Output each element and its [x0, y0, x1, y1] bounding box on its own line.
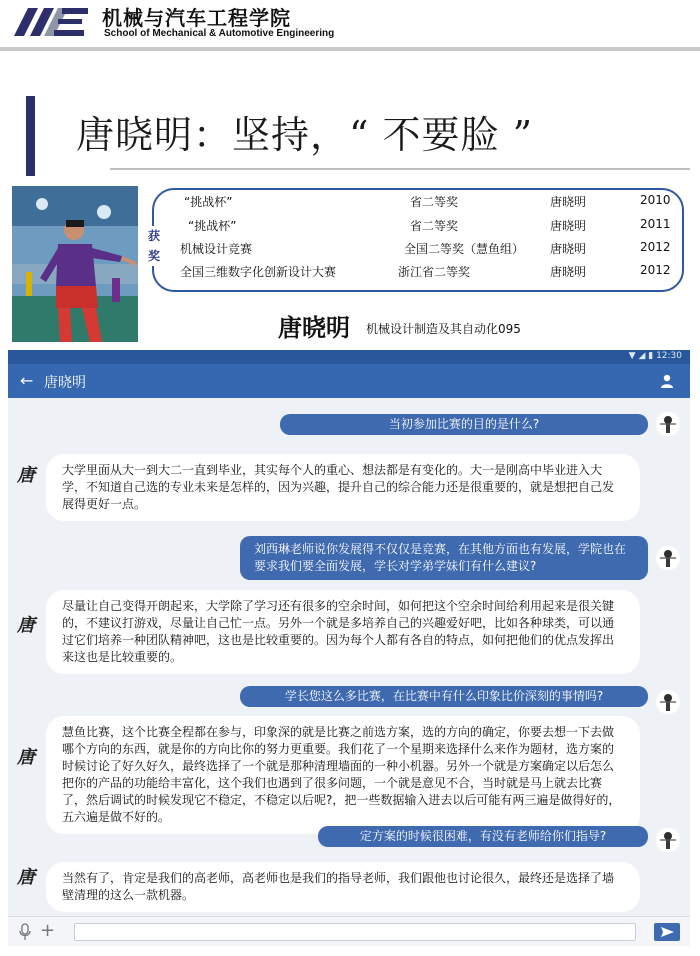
mic-icon[interactable] [18, 923, 32, 941]
title-divider [110, 168, 690, 170]
arrow-left-icon[interactable]: ← [20, 371, 34, 390]
contact-avatar: 唐 [17, 615, 35, 636]
message-input-bar [8, 916, 690, 946]
school-name-cn: 机械与汽车工程学院 [102, 6, 291, 30]
awards-label-char: 获 [147, 229, 160, 243]
awards-label-char: 奖 [147, 249, 160, 263]
send-icon [654, 923, 680, 941]
award-level: 浙江省二等奖 [398, 265, 471, 279]
status-icons: ▼ ◢ ▮ 12:30 [628, 351, 682, 361]
status-time: 12:30 [656, 351, 682, 361]
chat-bubble-incoming: 大学里面从大一到大二一直到毕业，其实每个人的重心、想法都是有变化的。大一是刚高中毕业进入大学，不知道自己选的专业未来是怎样的，因为兴趣，提升自己的综合能力还是很重要的，就是想把自己发展得更好一点。 [46, 454, 640, 521]
user-avatar-icon [656, 546, 680, 570]
award-name: 唐晓明 [550, 219, 587, 233]
award-year: 2012 [640, 263, 671, 277]
chat-bubble-outgoing: 刘西琳老师说你发展得不仅仅是竞赛，在其他方面也有发展，学院也在要求我们要全面发展，学长对学弟学妹们有什么建议? [240, 536, 648, 580]
user-avatar-icon [656, 412, 680, 436]
chat-bubble-outgoing: 学长您这么多比赛，在比赛中有什么印象比价深刻的事情吗? [240, 686, 648, 707]
person-name: 唐晓明 [278, 314, 350, 342]
title-accent-bar [26, 96, 35, 176]
article-title: 唐晓明：坚持，“ 不要脸 ” [76, 113, 534, 157]
person-icon[interactable] [660, 374, 674, 388]
award-year: 2011 [640, 217, 671, 231]
chat-app-bar [8, 364, 690, 398]
page-header [0, 0, 700, 48]
award-level: 省二等奖 [410, 219, 459, 233]
award-year: 2010 [640, 193, 671, 207]
school-name-en: School of Mechanical & Automotive Engineering [104, 28, 335, 39]
status-bar [8, 350, 690, 364]
chat-bubble-incoming: 慧鱼比赛，这个比赛全程都在参与，印象深的就是比赛之前选方案，选的方向的确定，你要去想一下去做哪个方向的东西，就是你的方向比你的努力更重要。我们花了一个星期来选择什么来作为题材，选方案的时候讨论了好久好久，最终选择了一个就是那种清理墙面的一种小机器。另外一个就是方案确定以后怎么把你的产品的功能给丰富化，这个我们也遇到了很多问题，一个就是意见不合，当时就是马上就去比赛了，然后调试的时候发现它不稳定，不稳定以后呢?，把一些数据输入进去以后可能有两三遍是做得好的，五六遍是做不好的。 [46, 716, 640, 834]
award-year: 2012 [640, 240, 671, 254]
message-input[interactable] [74, 923, 636, 941]
award-name: 唐晓明 [550, 265, 587, 279]
chat-bubble-incoming: 当然有了，肯定是我们的高老师，高老师也是我们的指导老师，我们跟他也讨论很久，最终还是选择了墙壁清理的这么一款机器。 [46, 862, 640, 912]
award-competition: 机械设计竞赛 [180, 242, 253, 256]
award-name: 唐晓明 [550, 242, 587, 256]
contact-avatar: 唐 [17, 867, 35, 888]
award-level: 全国二等奖（慧鱼组） [404, 242, 525, 256]
award-competition: “挑战杯” [188, 219, 237, 233]
chat-bubble-outgoing: 定方案的时候很困难，有没有老师给你们指导? [318, 826, 648, 847]
chat-bubble-outgoing: 当初参加比赛的目的是什么? [280, 414, 648, 435]
user-avatar-icon [656, 828, 680, 852]
college-logo [12, 4, 92, 38]
chat-app [8, 350, 690, 946]
award-competition: “挑战杯” [184, 195, 233, 209]
plus-icon[interactable]: + [40, 920, 56, 941]
contact-name: 唐晓明 [44, 375, 86, 391]
award-row [0, 263, 700, 283]
award-row [0, 217, 700, 237]
award-row [0, 240, 700, 260]
award-competition: 全国三维数字化创新设计大赛 [180, 265, 337, 279]
contact-avatar: 唐 [17, 465, 35, 486]
award-name: 唐晓明 [550, 195, 587, 209]
award-row [0, 193, 700, 213]
chat-bubble-incoming: 尽量让自己变得开朗起来，大学除了学习还有很多的空余时间，如何把这个空余时间给利用起来是很关键的，不建议打游戏，尽量让自己忙一点。另外一个就是多培养自己的兴趣爱好吧，比如各种球类，可以通过它们培养一种团队精神吧，这也是比较重要的。因为每个人都有各自的特点，如何把他们的优点发挥出来这也是比较重要的。 [46, 590, 640, 674]
person-major: 机械设计制造及其自动化095 [366, 322, 521, 336]
contact-avatar: 唐 [17, 747, 35, 768]
header-divider [0, 47, 700, 51]
award-level: 省二等奖 [410, 195, 459, 209]
send-button[interactable] [654, 923, 680, 941]
user-avatar-icon [656, 690, 680, 714]
